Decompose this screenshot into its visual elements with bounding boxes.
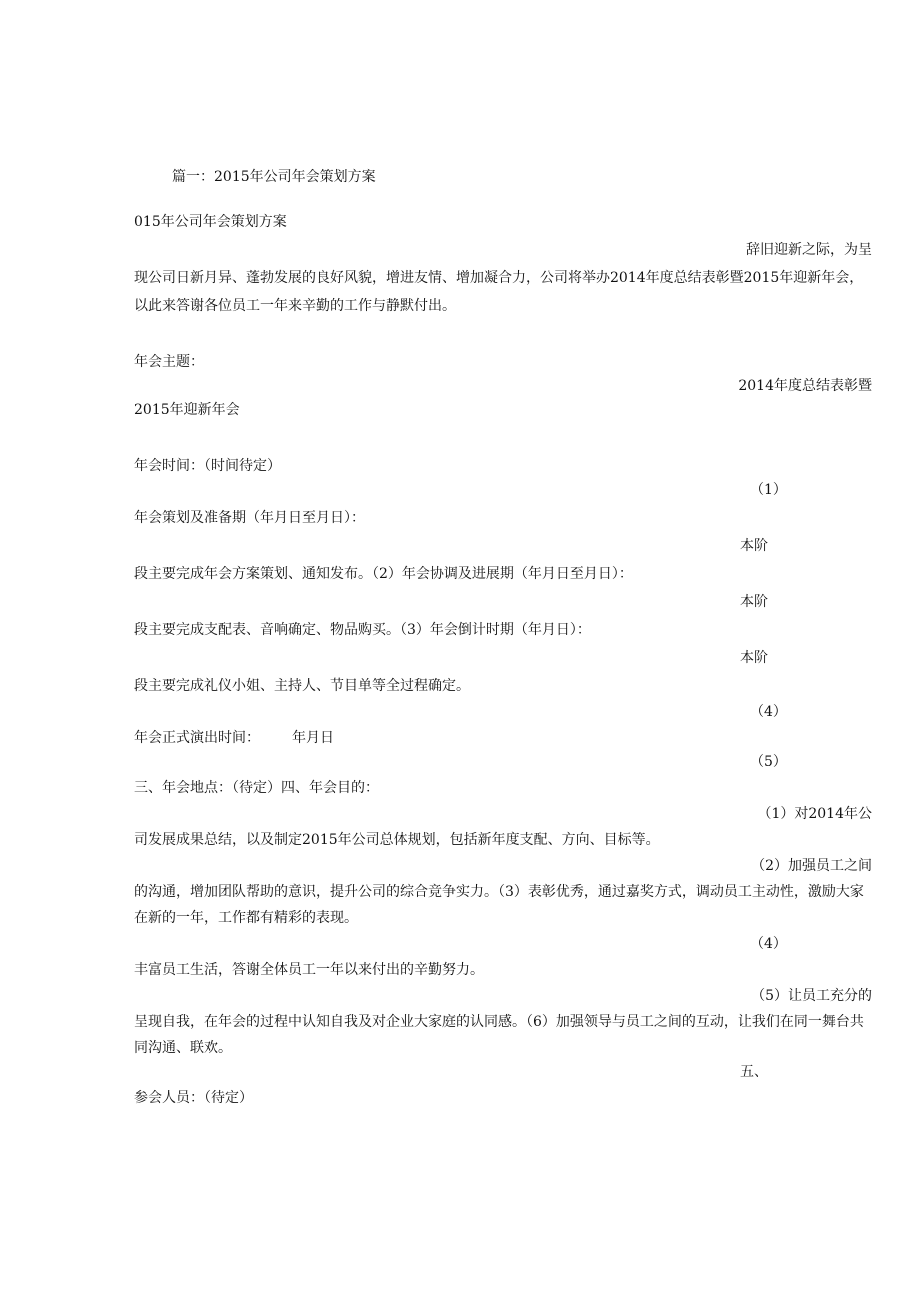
goal-lead: （1）对2014年公 xyxy=(757,806,872,822)
location-line: 三、年会地点：（待定）四、年会目的： xyxy=(134,780,379,796)
goal-lead: （5）让员工充分的 xyxy=(751,988,872,1004)
time-label: 年会时间：（时间待定） xyxy=(134,458,281,474)
theme-label: 年会主题： xyxy=(134,354,204,370)
phase-lead: 本阶 xyxy=(740,594,768,610)
goal-lead: （2）加强员工之间 xyxy=(751,858,872,874)
intro-line: 以此来答谢各位员工一年来辛勤的工作与静默付出。 xyxy=(134,298,456,314)
show-time-value: 年月日 xyxy=(292,730,334,746)
goal-body: 的沟通，增加团队帮助的意识，提升公司的综合竞争实力。（3）表彰优秀，通过嘉奖方式，调动员工主动性，激励大家 xyxy=(134,884,864,900)
intro-line: 现公司日新月异、蓬勃发展的良好风貌，增进友情、增加凝合力，公司将举办2014年度总结表彰暨2015年迎新年会， xyxy=(134,270,864,286)
phase-title: 年会策划及准备期（年月日至月日）： xyxy=(134,510,365,526)
phase-body: 段主要完成礼仪小姐、主持人、节目单等全过程确定。 xyxy=(134,678,470,694)
intro-line: 辞旧迎新之际，为呈 xyxy=(746,242,872,258)
phase-lead: 本阶 xyxy=(740,650,768,666)
goal-body: 在新的一年，工作都有精彩的表现。 xyxy=(134,910,358,926)
list-marker: （1） xyxy=(750,482,787,498)
show-time-label: 年会正式演出时间： xyxy=(134,730,260,746)
list-marker: （5） xyxy=(750,754,787,770)
attendees-line: 参会人员：（待定） xyxy=(134,1090,253,1106)
phase-lead: 本阶 xyxy=(740,538,768,554)
theme-value: 2014年度总结表彰暨 xyxy=(738,378,872,394)
goal-body: 同沟通、联欢。 xyxy=(134,1040,232,1056)
list-marker: （4） xyxy=(750,936,787,952)
list-marker: （4） xyxy=(750,704,787,720)
goal-body: 丰富员工生活，答谢全体员工一年以来付出的辛勤努力。 xyxy=(134,962,484,978)
goal-body: 司发展成果总结，以及制定2015年公司总体规划，包括新年度支配、方向、目标等。 xyxy=(134,832,660,848)
document-heading: 篇一：2015年公司年会策划方案 xyxy=(172,169,376,185)
document-subtitle: 015年公司年会策划方案 xyxy=(134,214,287,230)
theme-value: 2015年迎新年会 xyxy=(134,402,240,418)
phase-body: 段主要完成年会方案策划、通知发布。（2）年会协调及进展期（年月日至月日）： xyxy=(134,566,633,582)
goal-body: 呈现自我，在年会的过程中认知自我及对企业大家庭的认同感。（6）加强领导与员工之间的互动，让我们在同一舞台共 xyxy=(134,1014,864,1030)
phase-body: 段主要完成支配表、音响确定、物品购买。（3）年会倒计时期（年月日）： xyxy=(134,622,591,638)
section-marker: 五、 xyxy=(740,1064,768,1080)
